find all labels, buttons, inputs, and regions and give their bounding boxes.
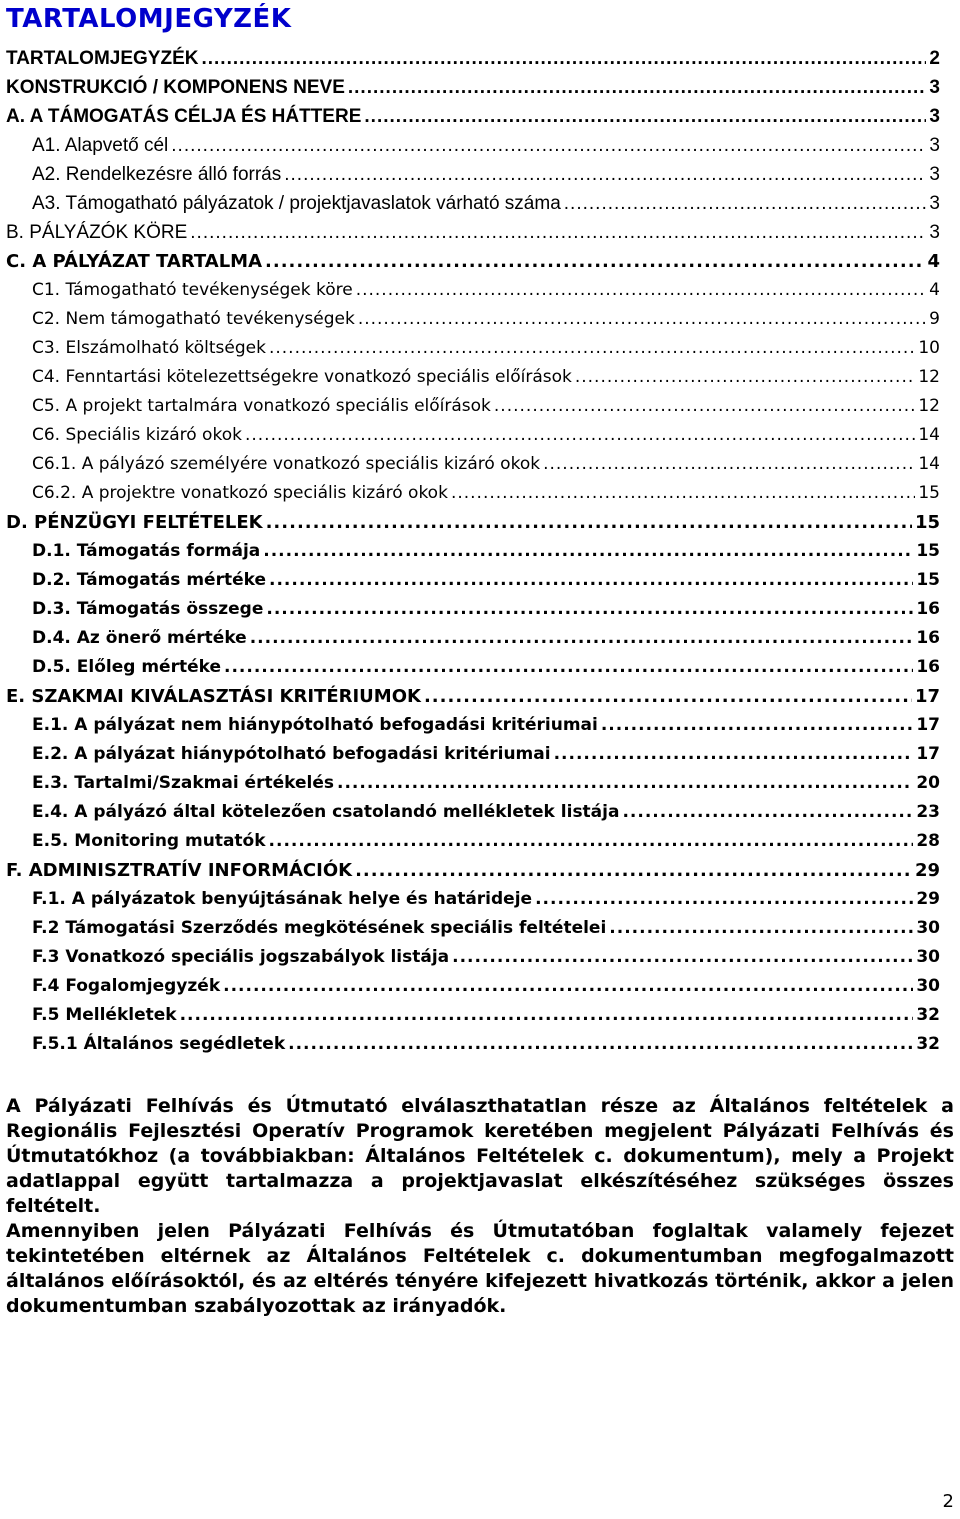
toc-dot-leader <box>494 392 915 421</box>
toc-entry[interactable] <box>6 566 940 595</box>
toc-dot-leader <box>224 653 913 682</box>
toc-entry-title: F.3 Vonatkozó speciális jogszabályok listája <box>32 947 450 967</box>
toc-entry[interactable] <box>6 798 940 827</box>
toc-entry[interactable] <box>6 479 940 508</box>
toc-entry[interactable] <box>6 711 940 740</box>
toc-dot-leader <box>543 450 915 479</box>
toc-entry-page: 9 <box>929 309 940 329</box>
page-heading: TARTALOMJEGYZÉK <box>6 4 292 34</box>
toc-entry-title: D.5. Előleg mértéke <box>32 657 222 677</box>
toc-entry[interactable] <box>6 827 940 856</box>
toc-dot-leader <box>269 566 913 595</box>
toc-dot-leader <box>250 624 914 653</box>
toc-entry[interactable] <box>6 856 940 885</box>
toc-dot-leader <box>223 972 913 1001</box>
toc-entry-title: C5. A projekt tartalmára vonatkozó speciális előírások <box>32 396 491 416</box>
toc-dot-leader <box>622 798 913 827</box>
toc-entry-title: E.4. A pályázó által kötelezően csatolandó mellékletek listája <box>32 802 620 822</box>
toc-dot-leader <box>358 305 926 334</box>
toc-entry[interactable] <box>6 305 940 334</box>
toc-dot-leader <box>269 334 915 363</box>
toc-entry[interactable] <box>6 682 940 711</box>
toc-entry[interactable] <box>6 653 940 682</box>
toc-entry-page: 29 <box>914 860 940 881</box>
toc-dot-leader <box>171 131 926 160</box>
toc-dot-leader <box>245 421 915 450</box>
toc-entry[interactable] <box>6 740 940 769</box>
toc-entry-page: 32 <box>916 1005 940 1025</box>
toc-entry-title: D.1. Támogatás formája <box>32 541 261 561</box>
toc-entry-page: 17 <box>916 715 940 735</box>
toc-entry-page: 30 <box>916 947 940 967</box>
toc-dot-leader <box>284 160 926 189</box>
toc-entry[interactable] <box>6 769 940 798</box>
toc-entry[interactable] <box>6 218 940 247</box>
toc-entry-page: 28 <box>916 831 940 851</box>
toc-entry-title: TARTALOMJEGYZÉK <box>6 48 199 69</box>
toc-entry[interactable] <box>6 131 940 160</box>
toc-dot-leader <box>348 73 927 102</box>
toc-entry-title: KONSTRUKCIÓ / KOMPONENS NEVE <box>6 77 345 98</box>
toc-entry[interactable] <box>6 247 940 276</box>
toc-dot-leader <box>355 856 912 885</box>
toc-dot-leader <box>356 276 926 305</box>
toc-entry-title: C3. Elszámolható költségek <box>32 338 266 358</box>
toc-entry-page: 14 <box>918 454 940 474</box>
toc-dot-leader <box>535 885 913 914</box>
toc-entry-title: D.2. Támogatás mértéke <box>32 570 266 590</box>
toc-entry[interactable] <box>6 73 940 102</box>
toc-entry-page: 17 <box>914 686 940 707</box>
toc-entry-title: C. A PÁLYÁZAT TARTALMA <box>6 251 263 272</box>
toc-entry-title: A1. Alapvető cél <box>32 135 169 156</box>
toc-entry[interactable] <box>6 624 940 653</box>
toc-entry[interactable] <box>6 885 940 914</box>
toc-entry[interactable] <box>6 44 940 73</box>
toc-entry-page: 29 <box>916 889 940 909</box>
toc-entry[interactable] <box>6 102 940 131</box>
toc-dot-leader <box>364 102 926 131</box>
toc-entry-page: 15 <box>918 483 940 503</box>
toc-entry-title: E.2. A pályázat hiánypótolható befogadási kritériumai <box>32 744 551 764</box>
page-number: 2 <box>942 1491 954 1512</box>
toc-entry-title: C2. Nem támogatható tevékenységek <box>32 309 355 329</box>
toc-entry-page: 15 <box>916 541 940 561</box>
toc-entry-page: 12 <box>918 396 940 416</box>
toc-entry-title: F.1. A pályázatok benyújtásának helye és határideje <box>32 889 533 909</box>
toc-entry[interactable] <box>6 334 940 363</box>
toc-entry-title: D.3. Támogatás összege <box>32 599 264 619</box>
toc-entry-title: F.2 Támogatási Szerződés megkötésének speciális feltételei <box>32 918 607 938</box>
toc-dot-leader <box>609 914 913 943</box>
toc-entry-title: A3. Támogatható pályázatok / projektjavaslatok várható száma <box>32 193 561 214</box>
toc-dot-leader <box>190 218 926 247</box>
toc-entry-page: 2 <box>929 48 940 69</box>
toc-entry-page: 20 <box>916 773 940 793</box>
toc-entry-title: F.4 Fogalomjegyzék <box>32 976 221 996</box>
toc-entry[interactable] <box>6 972 940 1001</box>
toc-entry-page: 3 <box>929 106 940 127</box>
toc-entry-title: D. PÉNZÜGYI FELTÉTELEK <box>6 512 263 533</box>
toc-entry-title: F.5.1 Általános segédletek <box>32 1034 286 1054</box>
toc-entry-page: 3 <box>929 193 940 214</box>
toc-dot-leader <box>180 1001 914 1030</box>
toc-entry[interactable] <box>6 1030 940 1059</box>
toc-dot-leader <box>288 1030 913 1059</box>
toc-dot-leader <box>263 537 913 566</box>
toc-entry-title: E.3. Tartalmi/Szakmai értékelés <box>32 773 334 793</box>
toc-dot-leader <box>564 189 927 218</box>
toc-entry[interactable] <box>6 392 940 421</box>
toc-entry-page: 15 <box>916 570 940 590</box>
table-of-contents <box>6 44 940 1059</box>
toc-dot-leader <box>451 479 915 508</box>
toc-entry-title: E.1. A pályázat nem hiánypótolható befogadási kritériumai <box>32 715 598 735</box>
toc-entry[interactable] <box>6 508 940 537</box>
toc-entry-title: E. SZAKMAI KIVÁLASZTÁSI KRITÉRIUMOK <box>6 686 421 707</box>
toc-entry-title: A. A TÁMOGATÁS CÉLJA ÉS HÁTTERE <box>6 106 362 127</box>
toc-entry-page: 4 <box>927 251 940 272</box>
toc-dot-leader <box>266 508 912 537</box>
toc-entry-title: C6.2. A projektre vonatkozó speciális kizáró okok <box>32 483 448 503</box>
toc-entry[interactable] <box>6 595 940 624</box>
toc-entry-page: 3 <box>929 135 940 156</box>
toc-entry-page: 3 <box>929 164 940 185</box>
toc-dot-leader <box>601 711 913 740</box>
toc-entry-title: F. ADMINISZTRATÍV INFORMÁCIÓK <box>6 860 353 881</box>
toc-dot-leader <box>452 943 913 972</box>
toc-entry-page: 23 <box>916 802 940 822</box>
toc-dot-leader <box>424 682 912 711</box>
toc-entry[interactable] <box>6 421 940 450</box>
toc-entry[interactable] <box>6 363 940 392</box>
toc-entry-page: 4 <box>929 280 940 300</box>
toc-entry-title: C6.1. A pályázó személyére vonatkozó speciális kizáró okok <box>32 454 541 474</box>
toc-entry-page: 30 <box>916 918 940 938</box>
toc-dot-leader <box>575 363 916 392</box>
toc-entry[interactable] <box>6 1001 940 1030</box>
toc-dot-leader <box>201 44 926 73</box>
toc-entry-title: F.5 Mellékletek <box>32 1005 177 1025</box>
toc-entry-title: E.5. Monitoring mutatók <box>32 831 266 851</box>
toc-entry[interactable] <box>6 160 940 189</box>
toc-dot-leader <box>554 740 914 769</box>
toc-entry-title: C4. Fenntartási kötelezettségekre vonatkozó speciális előírások <box>32 367 572 387</box>
toc-entry-page: 3 <box>929 222 940 243</box>
toc-entry-title: C6. Speciális kizáró okok <box>32 425 242 445</box>
toc-entry-page: 10 <box>918 338 940 358</box>
toc-entry-page: 30 <box>916 976 940 996</box>
toc-dot-leader <box>269 827 914 856</box>
toc-entry[interactable] <box>6 450 940 479</box>
toc-entry-title: A2. Rendelkezésre álló forrás <box>32 164 282 185</box>
toc-dot-leader <box>337 769 913 798</box>
toc-entry[interactable] <box>6 189 940 218</box>
toc-dot-leader <box>265 247 924 276</box>
intro-paragraph-2: Amennyiben jelen Pályázati Felhívás és Útmutatóban foglaltak valamely fejezet tekintetében eltérnek az Általános Feltételek c. dokumentumban megfogalmazott általános előírásoktól, és az eltérés tényére kifejezett hivatkozás történik, akkor a jelen dokumentumban szabályozottak az irányadók. <box>6 1220 954 1317</box>
toc-entry-title: B. PÁLYÁZÓK KÖRE <box>6 222 188 243</box>
toc-entry-page: 15 <box>914 512 940 533</box>
toc-entry-page: 16 <box>916 657 940 677</box>
toc-entry[interactable] <box>6 537 940 566</box>
toc-entry-page: 12 <box>918 367 940 387</box>
intro-paragraph-1: A Pályázati Felhívás és Útmutató elválaszthatatlan része az Általános feltételek a Regionális Fejlesztési Operatív Programok keretében megjelent Pályázati Felhívás és Útmutatókhoz (a továbbiakban: Általános Feltételek c. dokumentum), mely a Projekt adatlappal együtt tartalmazza a projektjavaslat elkészítéséhez szükséges összes feltételt. <box>6 1095 954 1217</box>
toc-entry-title: D.4. Az önerő mértéke <box>32 628 247 648</box>
toc-entry-page: 32 <box>916 1034 940 1054</box>
toc-entry-page: 14 <box>918 425 940 445</box>
toc-entry-page: 16 <box>916 599 940 619</box>
toc-entry-page: 17 <box>916 744 940 764</box>
toc-entry[interactable] <box>6 276 940 305</box>
toc-entry[interactable] <box>6 943 940 972</box>
toc-entry[interactable] <box>6 914 940 943</box>
toc-entry-page: 16 <box>916 628 940 648</box>
toc-entry-title: C1. Támogatható tevékenységek köre <box>32 280 353 300</box>
toc-entry-page: 3 <box>929 77 940 98</box>
toc-dot-leader <box>266 595 913 624</box>
